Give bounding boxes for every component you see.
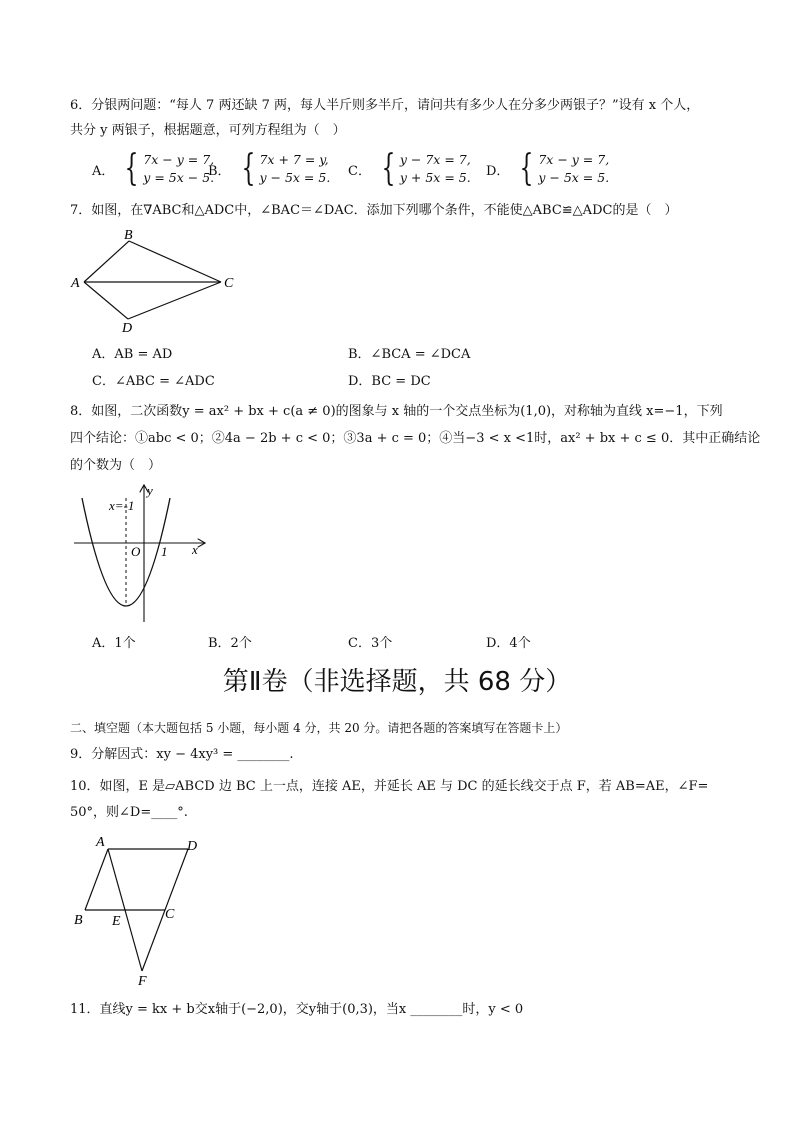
q6-stem-line1: 6．分银两问题：“每人 7 两还缺 7 两，每人半斤则多半斤，请问共有多少人在分多少两银子？”设有 x 个人， (70, 98, 700, 113)
q6-option-c-eq1: y − 7x = 7, (399, 152, 471, 167)
brace-icon: { (241, 148, 255, 189)
q8-label-x: x (192, 542, 198, 557)
q6-option-b-label: B． (208, 163, 231, 179)
q10-label-c: C (165, 907, 175, 922)
q8-option-c: C．3个 (348, 636, 393, 651)
q7-stem: 7．如图，在∇ABC和△ADC中，∠BAC＝∠DAC．添加下列哪个条件，不能使△ABC≌△ADC的是（ ） (70, 203, 678, 218)
q6-option-c-eq2: y + 5x = 5. (399, 170, 471, 185)
q7-option-d: D．BC = DC (348, 374, 431, 389)
q10-stem-line1: 10．如图，E 是▱ABCD 边 BC 上一点，连接 AE，并延长 AE 与 DC 的延长线交于点 F，若 AB=AE，∠F= (70, 779, 709, 794)
q8-stem-line2: 四个结论：①abc < 0；②4a − 2b + c < 0；③3a + c = 0；④当−3 < x <1时，ax² + bx + c ≤ 0．其中正确结论 (70, 431, 761, 446)
q6-option-d-eq2: y − 5x = 5. (538, 170, 610, 185)
section2-subtitle: 二、填空题（本大题包括 5 小题，每小题 4 分，共 20 分。请把各题的答案填写在答题卡上） (70, 721, 568, 735)
q7-label-b: B (124, 228, 133, 243)
q7-option-c: C．∠ABC = ∠ADC (92, 374, 215, 389)
q7-option-b: B．∠BCA = ∠DCA (348, 347, 471, 362)
q9-text: 9．分解因式：xy − 4xy³ = ________. (70, 747, 294, 762)
brace-icon: { (520, 148, 534, 189)
q6-option-c (348, 148, 471, 189)
q6-option-a-label: A． (92, 163, 115, 179)
q6-option-b (208, 148, 331, 189)
q6-option-d-label: D． (486, 163, 510, 179)
q8-option-a: A．1个 (92, 636, 136, 651)
brace-icon: { (124, 148, 139, 189)
q10-parallelogram-figure (70, 830, 220, 990)
q10-label-f: F (138, 974, 147, 989)
q6-option-d-eq1: 7x − y = 7, (538, 152, 610, 167)
q7-option-a: A．AB = AD (92, 347, 173, 362)
q6-option-a-eq1: 7x − y = 7, (143, 152, 215, 167)
q11-text: 11．直线y = kx + b交x轴于(−2,0)，交y轴于(0,3)，当x ________时，y < 0 (70, 1002, 524, 1017)
q8-label-one: 1 (161, 544, 168, 559)
q6-option-d (486, 148, 610, 189)
q6-stem-line2: 共分 y 两银子，根据题意，可列方程组为（ ） (70, 123, 346, 138)
q8-option-b: B．2个 (208, 636, 252, 651)
q10-label-e: E (112, 914, 121, 929)
q8-parabola-figure (68, 482, 218, 630)
q7-label-d: D (122, 321, 133, 336)
q6-option-a (92, 148, 215, 189)
q8-stem-line1: 8．如图，二次函数y = ax² + bx + c(a ≠ 0)的图象与 x 轴的一个交点坐标为(1,0)，对称轴为直线 x=−1，下列 (70, 404, 723, 419)
q6-option-c-label: C． (348, 163, 371, 179)
q7-label-c: C (224, 276, 234, 291)
q8-stem-line3: 的个数为（ ） (70, 458, 162, 473)
q10-label-d: D (187, 839, 198, 854)
q10-label-a: A (96, 835, 105, 850)
section2-title: 第Ⅱ卷（非选择题，共 68 分） (222, 667, 572, 697)
q8-label-origin: O (131, 544, 141, 559)
q8-label-axis: x=-1 (109, 498, 135, 513)
q6-option-b-eq2: y − 5x = 5. (259, 170, 331, 185)
q6-option-b-eq1: 7x + 7 = y, (259, 152, 329, 167)
q10-label-b: B (74, 913, 83, 928)
q10-stem-line2: 50°，则∠D=____°. (70, 805, 188, 820)
q7-figure-kite (66, 226, 246, 336)
q8-option-d: D．4个 (486, 636, 531, 651)
q6-option-a-eq2: y = 5x − 5. (143, 170, 215, 185)
q7-label-a: A (71, 276, 80, 291)
brace-icon: { (381, 148, 396, 189)
q8-label-y: y (147, 483, 153, 498)
